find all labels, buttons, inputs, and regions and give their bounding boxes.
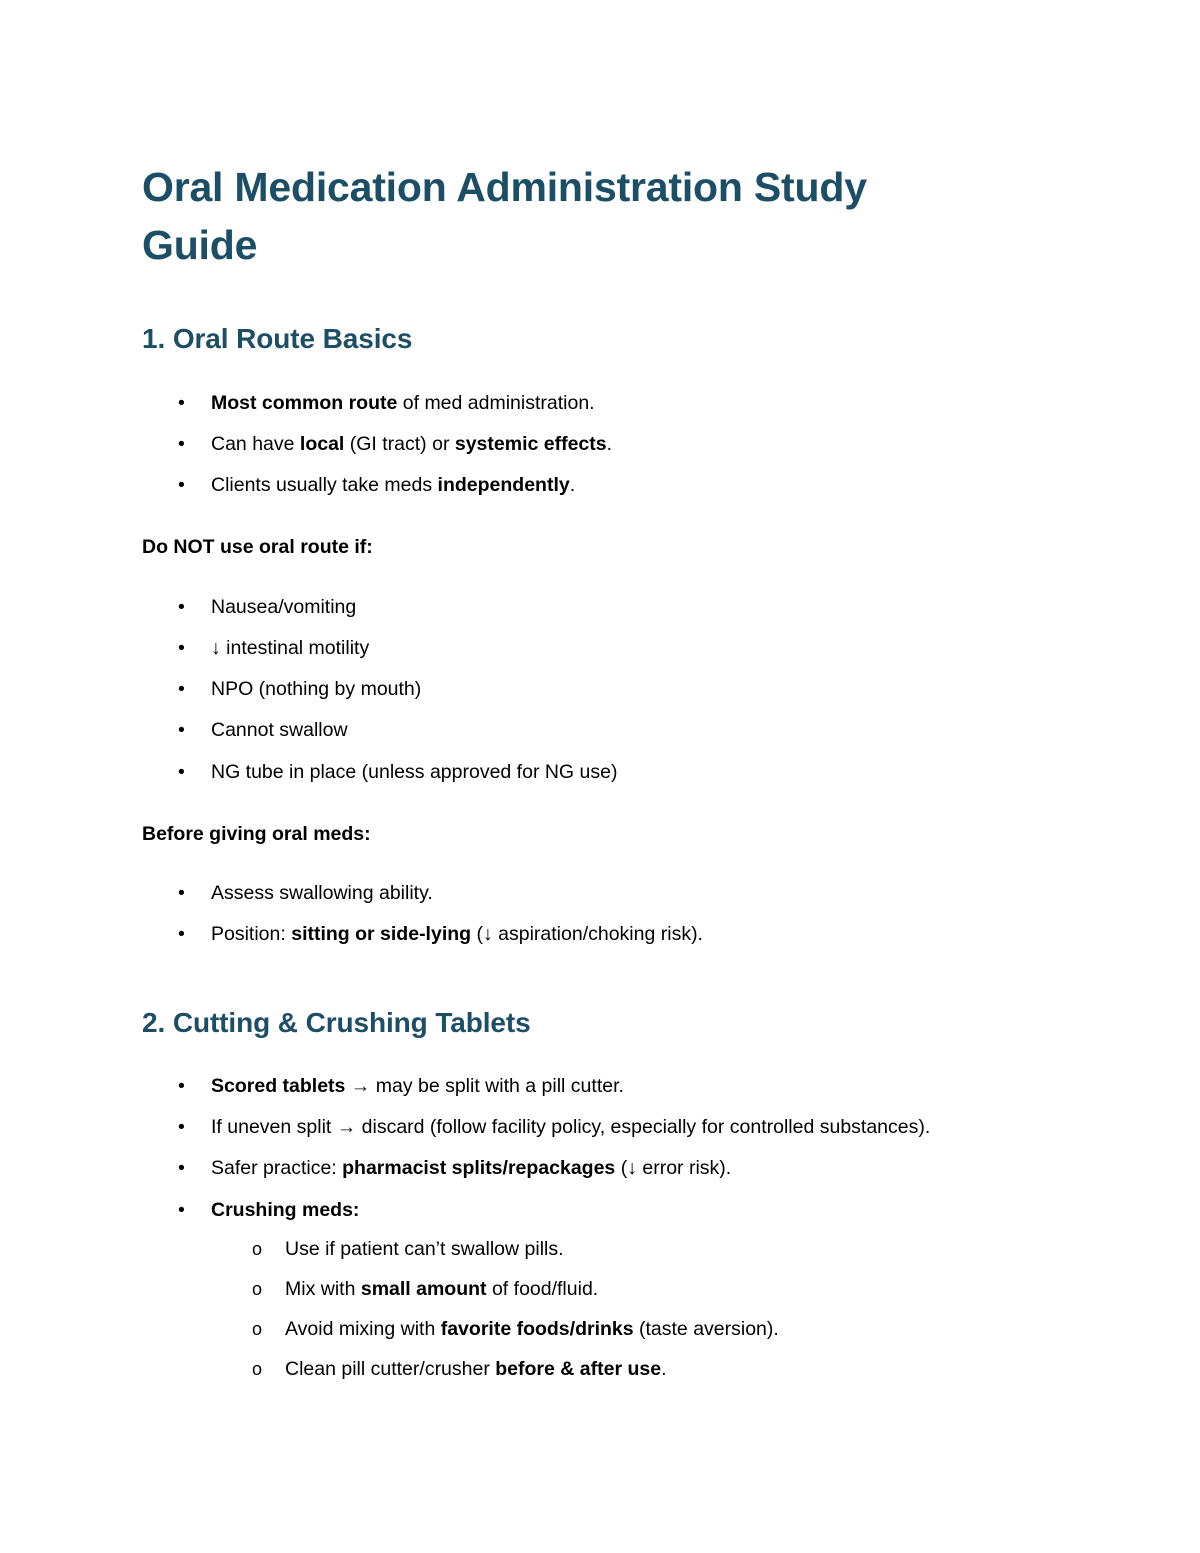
sub-list-item-text: Mix with [285, 1278, 361, 1300]
list-item-text: of med administration. [397, 391, 595, 414]
list-item-text: ↓ intestinal motility [211, 636, 370, 659]
before-giving-lead: Before giving oral meds: [142, 822, 371, 845]
list-item [142, 674, 1060, 704]
list-item-text: Clients usually take meds [211, 474, 438, 497]
bullet-icon: • [178, 719, 185, 742]
section-oral-route-basics [142, 321, 1060, 949]
list-item [142, 757, 1060, 787]
list-item [142, 1112, 1060, 1142]
list-item [142, 715, 1060, 745]
bullet-icon: • [178, 923, 185, 946]
sub-list-item-bold: before & after use [495, 1358, 662, 1381]
list-item-bold-1: pharmacist splits/repackages [342, 1157, 616, 1180]
bullet-icon: • [178, 1116, 185, 1139]
bullet-icon: • [178, 1198, 185, 1221]
contraindications-lead: Do NOT use oral route if: [142, 536, 373, 559]
list-item-bold-lead: Crushing meds: [211, 1198, 360, 1221]
list-item-text: If uneven split → discard (follow facility policy, especially for controlled substances). [211, 1116, 931, 1139]
list-item-text-post: (↓ error risk). [615, 1157, 732, 1180]
circle-bullet-icon: o [252, 1279, 263, 1299]
list-item-text: NPO (nothing by mouth) [211, 678, 422, 701]
list-item [211, 1354, 1060, 1384]
bullet-icon: • [178, 760, 185, 783]
list-item-bold-1: local [299, 433, 345, 456]
list-item-text: Can have [211, 433, 300, 456]
list-item [142, 592, 1060, 622]
list-item [142, 1153, 1060, 1183]
list-item [142, 470, 1060, 500]
bullet-icon: • [178, 391, 185, 414]
list-item [142, 388, 1060, 418]
list-item-text: Cannot swallow [211, 719, 348, 742]
before-giving-list [142, 878, 1060, 949]
bullet-icon: • [178, 636, 185, 659]
bullet-icon: • [178, 433, 185, 456]
list-item [142, 633, 1060, 663]
list-item [142, 429, 1060, 459]
bullet-icon: • [178, 1157, 185, 1180]
sub-list-item-bold: favorite foods/drinks [440, 1318, 634, 1341]
list-item-text-post: (↓ aspiration/choking risk). [471, 923, 703, 946]
list-item-bold-1: independently [437, 474, 570, 497]
list-item-text: Nausea/vomiting [211, 595, 357, 618]
list-item-text: Safer practice: [211, 1157, 343, 1180]
list-item-text-mid: (GI tract) or [344, 433, 455, 456]
sub-list-item-text: Use if patient can’t swallow pills. [285, 1237, 564, 1260]
list-item-text: NG tube in place (unless approved for NG use) [211, 760, 618, 783]
list-item-text: → may be split with a pill cutter. [345, 1074, 624, 1097]
bullet-icon: • [178, 595, 185, 618]
list-item-text-post: . [606, 433, 613, 456]
list-item [142, 919, 1060, 949]
list-item-text: Position: [211, 923, 292, 946]
list-item-bold-1: sitting or side-lying [291, 923, 472, 946]
contraindications-list [142, 592, 1060, 787]
list-item-bold-lead: Most common route [211, 391, 398, 414]
section-cutting-crushing-tablets [142, 1005, 1060, 1385]
bullet-icon: • [178, 1074, 185, 1097]
bullet-icon: • [178, 474, 185, 497]
circle-bullet-icon: o [252, 1359, 263, 1380]
bullet-icon: • [178, 678, 185, 701]
list-item [142, 1195, 1060, 1385]
sub-list-item-text-post: of food/fluid. [486, 1278, 599, 1300]
sub-list-item-text: Clean pill cutter/crusher [285, 1358, 496, 1381]
list-item-text: Assess swallowing ability. [211, 882, 433, 905]
list-item [211, 1234, 1060, 1264]
list-item-text-post: . [569, 474, 576, 497]
list-item-bold-2: systemic effects [454, 433, 607, 456]
section-heading-1: 1. Oral Route Basics [142, 323, 413, 355]
sub-list-item-text-post: . [661, 1358, 667, 1381]
list-item-bold-lead: Scored tablets [211, 1074, 346, 1097]
list-item [211, 1274, 1060, 1304]
bullet-icon: • [178, 882, 185, 905]
sub-list-item-bold: small amount [360, 1278, 487, 1300]
list-item [142, 878, 1060, 908]
sub-list-item-text: Avoid mixing with [285, 1318, 441, 1341]
circle-bullet-icon: o [252, 1238, 263, 1259]
circle-bullet-icon: o [252, 1319, 263, 1340]
cutting-crushing-list [142, 1071, 1060, 1385]
sub-list-item-text-post: (taste aversion). [633, 1318, 779, 1341]
section-heading-2: 2. Cutting & Crushing Tablets [142, 1006, 531, 1038]
list-item [142, 1071, 1060, 1101]
crushing-meds-sublist [211, 1234, 1060, 1385]
oral-route-basics-list [142, 388, 1060, 501]
list-item [211, 1314, 1060, 1344]
page-title: Oral Medication Administration Study Guide [142, 164, 867, 269]
